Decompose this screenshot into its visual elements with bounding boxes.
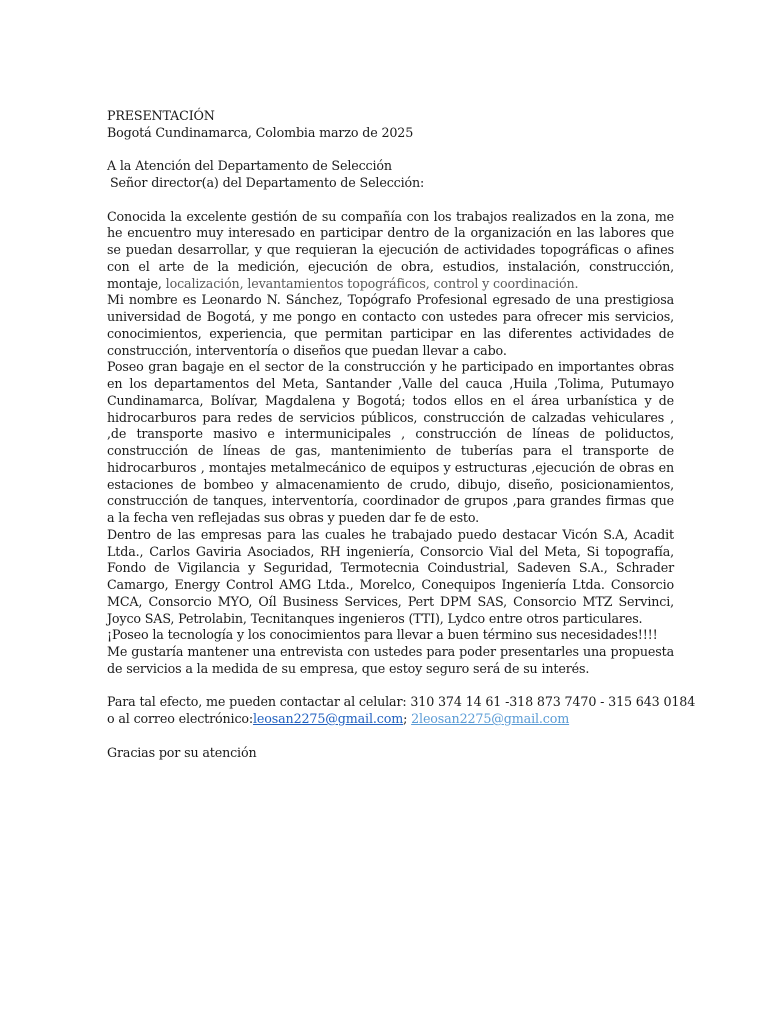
contact-phones: Para tal efecto, me pueden contactar al celular: 310 374 14 61 -318 873 7470 - 315 643 0184	[107, 694, 696, 710]
spacer	[107, 678, 674, 695]
letter-title: PRESENTACIÓN	[107, 108, 215, 123]
place-date: Bogotá Cundinamarca, Colombia marzo de 2025	[107, 124, 414, 140]
closing-text: Gracias por su atención	[107, 744, 257, 760]
email-prefix: o al correo electrónico:	[107, 711, 254, 726]
paragraph-experience: Poseo gran bagaje en el sector de la construcción y he participado en importantes obras en los departamentos del Meta, Santander ,Valle del cauca ,Huila ,Tolima, Putumayo Cundinamarca, Bolívar, Magdalena y Bogotá; todos ellos en el área urbanística y de hidrocarburos para redes de servicios públicos, construcción de calzadas vehiculares , ,de transporte masivo e intermunicipales , construcción de líneas de poliductos, construcción de líneas de gas, mantenimiento de tuberías para el transporte de hidrocarburos , montajes metalmecánico de equipos y estructuras ,ejecución de obras en estaciones de bombeo y almacenamiento de crudo, dibujo, diseño, posicionamientos, construcción de tanques, interventoría, coordinador de grupos ,para grandes firmas que a la fecha ven reflejadas sus obras y pueden dar fe de esto.	[107, 359, 674, 525]
letter-document	[107, 108, 696, 761]
email-link-primary[interactable]: leosan2275@gmail.com	[253, 711, 404, 726]
paragraph-technology: ¡Poseo la tecnología y los conocimientos para llevar a buen término sus necesidades!!!!	[107, 627, 658, 643]
email-link-secondary[interactable]: 2leosan2275@gmail.com	[411, 711, 570, 726]
spacer	[107, 192, 674, 209]
spacer	[107, 142, 674, 159]
addressee-line-2: Señor director(a) del Departamento de Selección:	[110, 175, 425, 190]
contact-email-line	[107, 711, 674, 728]
paragraph-companies: Dentro de las empresas para las cuales he trabajado puedo destacar Vicón S.A, Acadit Ltda., Carlos Gaviria Asociados, RH ingeniería, Consorcio Vial del Meta, Si topografía, Fondo de Vigilancia y Seguridad, Termotecnia Coindustrial, Sadeven S.A., Schrader Camargo, Energy Control AMG Ltda., Morelco, Conequipos Ingeniería Ltda. Consorcio MCA, Consorcio MYO, Oíl Business Services, Pert DPM SAS, Consorcio MTZ Servinci, Joyco SAS, Petrolabin, Tecnitanques ingenieros (TTI), Lydco entre otros particulares.	[107, 526, 674, 626]
email-separator: ;	[403, 711, 412, 726]
paragraph-about-me: Mi nombre es Leonardo N. Sánchez, Topógrafo Profesional egresado de una prestigiosa universidad de Bogotá, y me pongo en contacto con ustedes para ofrecer mis servicios, conocimientos, experiencia, que permitan participar en las diferentes actividades de construcción, interventoría o diseños que puedan llevar a cabo.	[107, 292, 674, 358]
paragraph-intro-gray-text: localización, levantamientos topográficos, control y coordinación.	[165, 275, 579, 291]
spacer	[107, 728, 674, 745]
paragraph-intro	[107, 209, 674, 293]
paragraph-intro-text: Conocida la excelente gestión de su compañía con los trabajos realizados en la zona, me he encuentro muy interesado en participar dentro de la organización en las labores que se puedan desarrollar, y que requieran la ejecución de actividades topográficas o afines con el arte de la medición, ejecución de obra, estudios, instalación, construcción, montaje,	[107, 208, 674, 291]
addressee-line-1: A la Atención del Departamento de Selección	[107, 158, 392, 174]
paragraph-interview: Me gustaría mantener una entrevista con ustedes para poder presentarles una propuesta de servicios a la medida de su empresa, que estoy seguro será de su interés.	[107, 644, 674, 676]
